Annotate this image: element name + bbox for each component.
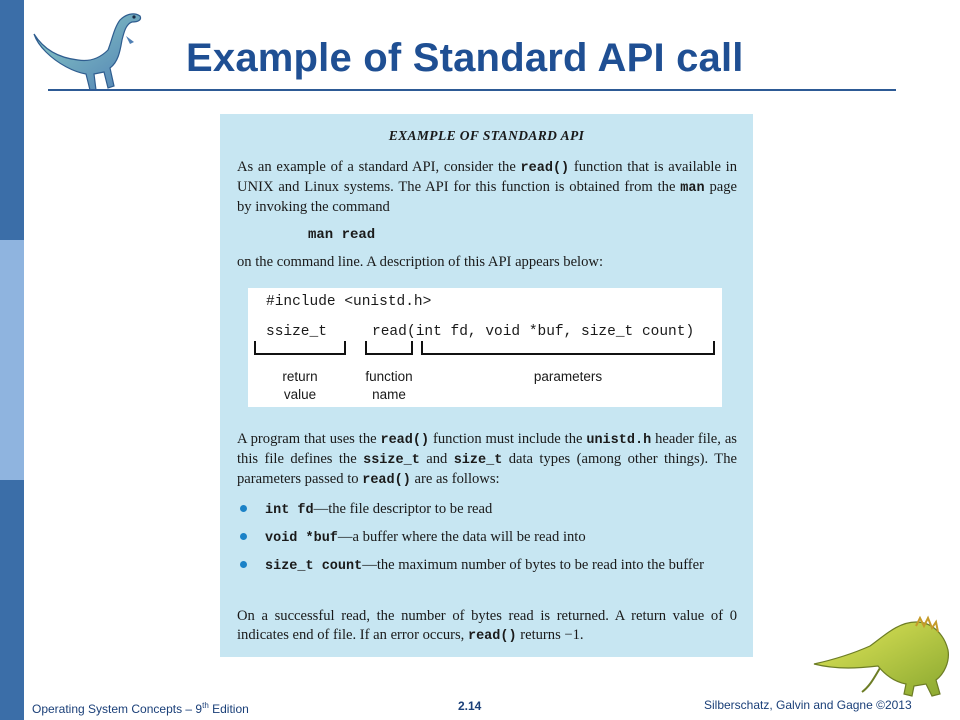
- closing-paragraph: On a successful read, the number of bytes read is returned. A return value of 0 indicates end of file. If an error occurs, read() returns −1.: [237, 608, 737, 644]
- include-line: #include <unistd.h>: [266, 294, 432, 310]
- dinosaur-logo-icon: [30, 6, 148, 94]
- bullet-icon: [240, 533, 247, 540]
- parameters-code: (int fd, void *buf, size_t count): [407, 324, 695, 340]
- list-item: void *buf—a buffer where the data will be read into: [237, 528, 737, 548]
- page-number: 2.14: [458, 699, 482, 713]
- parameters-bracket: [421, 341, 715, 355]
- bullet-icon: [240, 505, 247, 512]
- left-band-middle: [0, 240, 24, 480]
- command-line-paragraph: on the command line. A description of this API appears below:: [237, 254, 603, 270]
- function-name-label: function name: [365, 369, 413, 402]
- list-item: size_t count—the maximum number of bytes to be read into the buffer: [237, 556, 737, 576]
- function-bracket: [365, 341, 413, 355]
- bullet-icon: [240, 561, 247, 568]
- return-value-label: return value: [282, 369, 318, 402]
- left-band-top: [0, 0, 24, 240]
- left-band-bottom: [0, 480, 24, 720]
- return-bracket: [254, 341, 346, 355]
- intro-paragraph: As an example of a standard API, consider the read() function that is available in UNIX and Linux systems. The API for this function is obtained from the man page by invoking the command: [237, 159, 738, 215]
- function-name-code: read: [372, 324, 407, 340]
- usage-paragraph: A program that uses the read() function must include the unistd.h header file, as this file defines the ssize_t and size_t data types (among other things). The parameters passed to read() are as follows:: [237, 431, 737, 488]
- footer-authors: Silberschatz, Galvin and Gagne ©2013: [704, 698, 912, 712]
- slide-title: Example of Standard API call: [186, 36, 744, 80]
- prototype-diagram: [248, 288, 722, 407]
- title-divider: [48, 89, 896, 91]
- dinosaur-decoration-icon: [812, 608, 952, 700]
- return-type-code: ssize_t: [266, 324, 327, 340]
- list-item: int fd—the file descriptor to be read: [237, 500, 737, 520]
- man-command: man read: [308, 227, 376, 243]
- parameters-label: parameters: [533, 369, 603, 384]
- parameter-list: [237, 500, 737, 584]
- box-heading: EXAMPLE OF STANDARD API: [388, 128, 585, 143]
- api-example-box: [220, 114, 753, 657]
- footer-book-title: Operating System Concepts – 9th Edition: [32, 701, 249, 716]
